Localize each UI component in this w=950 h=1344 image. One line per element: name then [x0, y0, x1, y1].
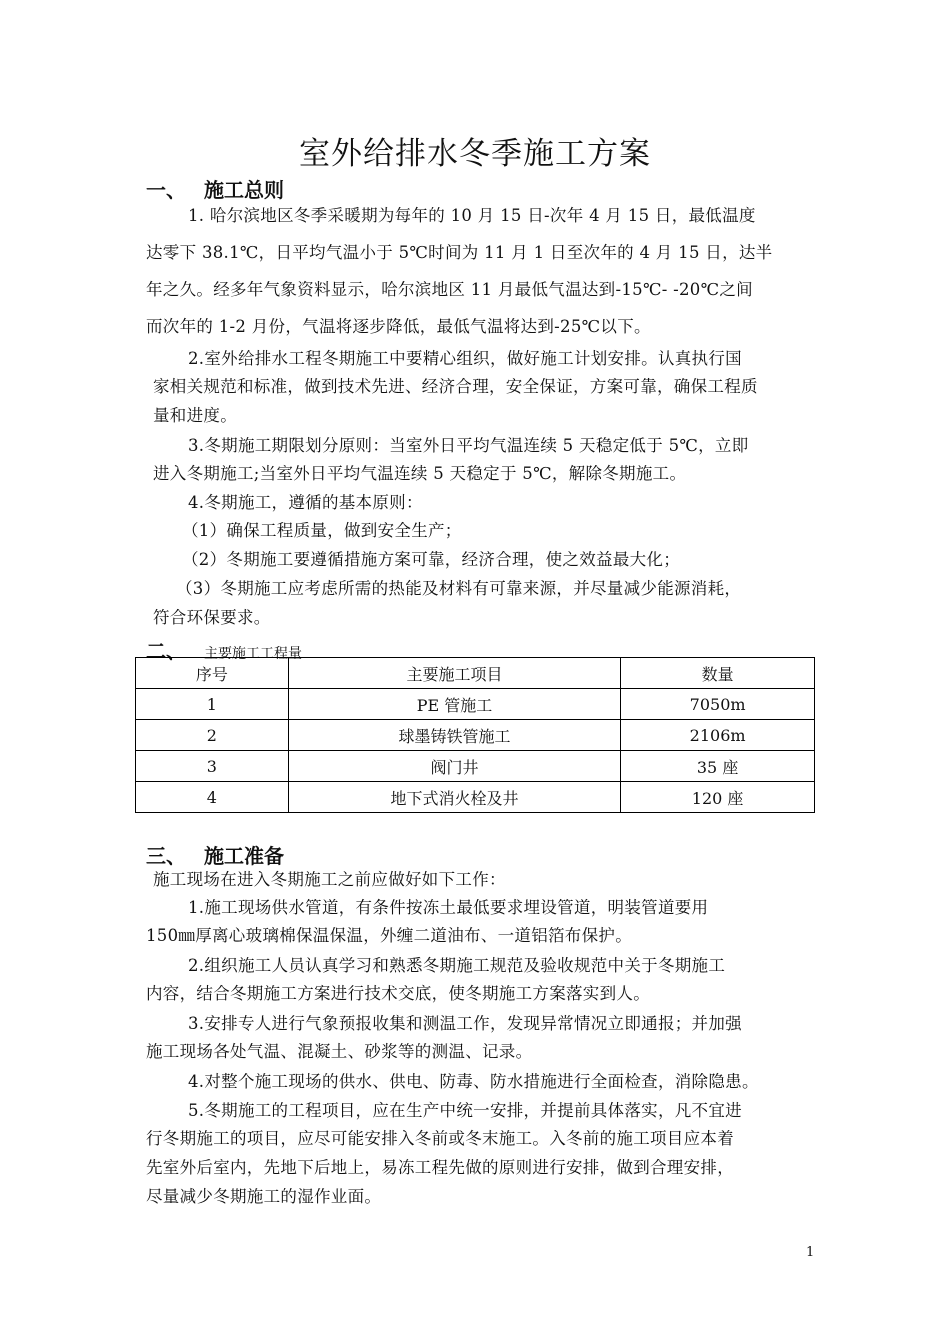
table-row — [136, 782, 815, 813]
paragraph-line: 行冬期施工的项目，应尽可能安排入冬前或冬末施工。入冬前的施工项目应本着 — [146, 1129, 734, 1148]
table-cell: 1 — [136, 689, 289, 720]
table-row — [136, 689, 815, 720]
paragraph-line: 4.对整个施工现场的供水、供电、防毒、防水措施进行全面检查，消除隐患。 — [188, 1072, 759, 1091]
paragraph-line: 符合环保要求。 — [153, 608, 271, 627]
paragraph-line: 4.冬期施工，遵循的基本原则： — [188, 493, 423, 512]
table-cell: 2 — [136, 720, 289, 751]
table-header-cell: 数量 — [621, 658, 815, 689]
paragraph-line: 达零下 38.1℃，日平均气温小于 5℃时间为 11 月 1 日至次年的 4 月 15 日，达半 — [146, 243, 773, 262]
table-cell: 4 — [136, 782, 289, 813]
table-row — [136, 720, 815, 751]
paragraph-line: 2.室外给排水工程冬期施工中要精心组织，做好施工计划安排。认真执行国 — [188, 349, 742, 368]
paragraph-line: 内容，结合冬期施工方案进行技术交底，使冬期施工方案落实到人。 — [146, 984, 650, 1003]
quantity-table — [135, 657, 815, 813]
paragraph-line: 1.施工现场供水管道，有条件按冻土最低要求埋设管道，明装管道要用 — [188, 898, 709, 917]
page-number: 1 — [806, 1245, 815, 1260]
paragraph-line: （3）冬期施工应考虑所需的热能及材料有可靠来源，并尽量减少能源消耗， — [176, 579, 742, 598]
paragraph-line: 3.安排专人进行气象预报收集和测温工作，发现异常情况立即通报；并加强 — [188, 1014, 742, 1033]
section-title: 施工总则 — [204, 178, 284, 202]
paragraph-line: 尽量减少冬期施工的湿作业面。 — [146, 1187, 382, 1206]
paragraph-line: （1）确保工程质量，做到安全生产； — [182, 521, 462, 540]
table-header-cell: 序号 — [136, 658, 289, 689]
paragraph-line: 量和进度。 — [153, 406, 237, 425]
table-cell: 3 — [136, 751, 289, 782]
table-cell: 2106m — [621, 720, 815, 751]
paragraph-line: 5.冬期施工的工程项目，应在生产中统一安排，并提前具体落实，凡不宜进 — [188, 1101, 742, 1120]
paragraph-line: 3.冬期施工期限划分原则：当室外日平均气温连续 5 天稳定低于 5℃，立即 — [188, 436, 749, 455]
paragraph-line: 而次年的 1-2 月份，气温将逐步降低，最低气温将达到-25℃以下。 — [146, 317, 651, 336]
section-number: 二、 — [146, 639, 186, 663]
table-cell: 120 座 — [621, 782, 815, 813]
paragraph-line: 施工现场在进入冬期施工之前应做好如下工作： — [153, 870, 506, 889]
section-title: 主要施工工程量 — [204, 646, 302, 662]
section-heading-3 — [146, 840, 284, 869]
table-cell: 阀门井 — [288, 751, 620, 782]
section-number: 三、 — [146, 844, 186, 868]
table-cell: 地下式消火栓及井 — [288, 782, 620, 813]
paragraph-line: 1. 哈尔滨地区冬季采暖期为每年的 10 月 15 日-次年 4 月 15 日，最低温度 — [188, 206, 756, 225]
paragraph-line: 先室外后室内，先地下后地上，易冻工程先做的原则进行安排，做到合理安排， — [146, 1158, 734, 1177]
section-title: 施工准备 — [204, 844, 284, 868]
paragraph-line: 施工现场各处气温、混凝土、砂浆等的测温、记录。 — [146, 1042, 533, 1061]
table-row — [136, 751, 815, 782]
table-cell: 35 座 — [621, 751, 815, 782]
paragraph-line: 2.组织施工人员认真学习和熟悉冬期施工规范及验收规范中关于冬期施工 — [188, 956, 726, 975]
section-heading-1 — [146, 174, 284, 203]
table-header-row — [136, 658, 815, 689]
table-cell: 球墨铸铁管施工 — [288, 720, 620, 751]
paragraph-line: 150㎜厚离心玻璃棉保温保温，外缠二道油布、一道铝箔布保护。 — [146, 926, 632, 945]
table-cell: 7050m — [621, 689, 815, 720]
page-title: 室外给排水冬季施工方案 — [299, 136, 651, 172]
table-cell: PE 管施工 — [288, 689, 620, 720]
paragraph-line: （2）冬期施工要遵循措施方案可靠，经济合理，使之效益最大化； — [182, 550, 680, 569]
paragraph-line: 家相关规范和标准，做到技术先进、经济合理，安全保证，方案可靠，确保工程质 — [153, 377, 758, 396]
paragraph-line: 进入冬期施工;当室外日平均气温连续 5 天稳定于 5℃，解除冬期施工。 — [153, 464, 687, 483]
section-number: 一、 — [146, 178, 186, 202]
paragraph-line: 年之久。经多年气象资料显示，哈尔滨地区 11 月最低气温达到-15℃- -20℃之间 — [146, 280, 753, 299]
table-header-cell: 主要施工项目 — [288, 658, 620, 689]
